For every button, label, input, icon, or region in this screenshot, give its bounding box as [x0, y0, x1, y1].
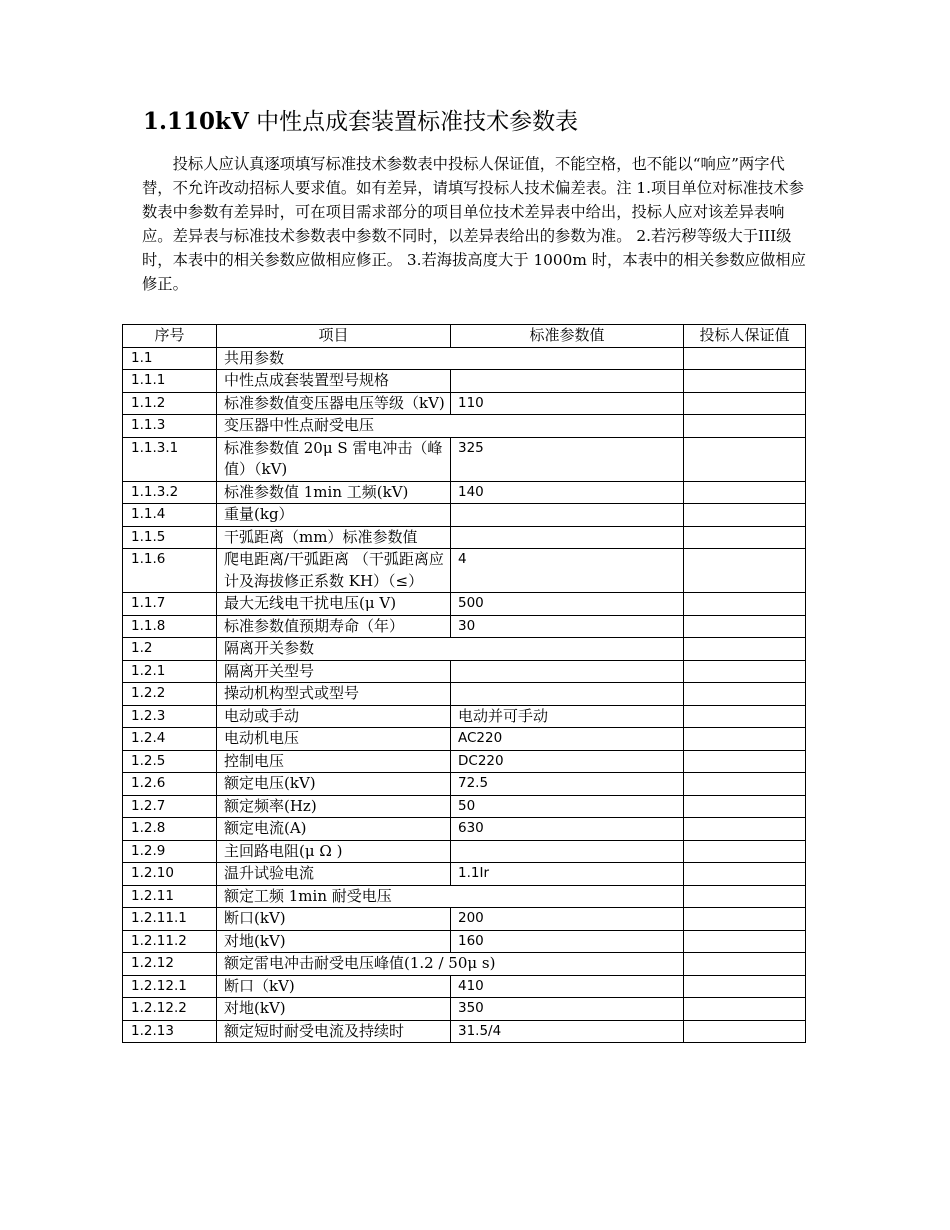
row-standard-value [451, 370, 684, 393]
header-no: 序号 [123, 325, 217, 348]
row-item: 隔离开关参数 [217, 638, 684, 661]
row-number: 1.2.13 [123, 1020, 217, 1043]
row-item: 对地(kV) [217, 998, 451, 1021]
row-bidder-value [684, 615, 806, 638]
row-number: 1.1.6 [123, 549, 217, 593]
row-standard-value: 1.1Ir [451, 863, 684, 886]
table-row [123, 930, 806, 953]
row-item: 标准参数值 20μ S 雷电冲击（峰值）（kV) [217, 437, 451, 481]
row-standard-value: 电动并可手动 [451, 705, 684, 728]
header-item: 项目 [217, 325, 451, 348]
table-row [123, 481, 806, 504]
row-standard-value [451, 683, 684, 706]
row-number: 1.2.6 [123, 773, 217, 796]
table-row [123, 504, 806, 527]
row-bidder-value [684, 750, 806, 773]
row-bidder-value [684, 930, 806, 953]
row-bidder-value [684, 392, 806, 415]
row-item: 额定频率(Hz) [217, 795, 451, 818]
table-row [123, 750, 806, 773]
row-bidder-value [684, 728, 806, 751]
row-standard-value: 140 [451, 481, 684, 504]
row-bidder-value [684, 370, 806, 393]
row-standard-value [451, 526, 684, 549]
table-row [123, 818, 806, 841]
row-item: 隔离开关型号 [217, 660, 451, 683]
table-row [123, 526, 806, 549]
table-header-row [123, 325, 806, 348]
row-item: 标准参数值 1min 工频(kV) [217, 481, 451, 504]
row-standard-value: 110 [451, 392, 684, 415]
row-number: 1.1.8 [123, 615, 217, 638]
row-bidder-value [684, 953, 806, 976]
row-bidder-value [684, 795, 806, 818]
table-row [123, 347, 806, 370]
row-item: 控制电压 [217, 750, 451, 773]
row-item: 最大无线电干扰电压(μ V) [217, 593, 451, 616]
table-row [123, 975, 806, 998]
row-number: 1.2.7 [123, 795, 217, 818]
header-bidder-value: 投标人保证值 [684, 325, 806, 348]
row-standard-value [451, 660, 684, 683]
row-number: 1.2.9 [123, 840, 217, 863]
table-row [123, 773, 806, 796]
table-row [123, 660, 806, 683]
row-item: 电动机电压 [217, 728, 451, 751]
spec-table [122, 324, 806, 1043]
table-row [123, 885, 806, 908]
row-bidder-value [684, 347, 806, 370]
row-bidder-value [684, 683, 806, 706]
row-item: 额定短时耐受电流及持续时 [217, 1020, 451, 1043]
row-standard-value: 410 [451, 975, 684, 998]
row-bidder-value [684, 1020, 806, 1043]
table-row [123, 370, 806, 393]
table-row [123, 549, 806, 593]
row-standard-value: 160 [451, 930, 684, 953]
row-item: 额定工频 1min 耐受电压 [217, 885, 684, 908]
row-item: 主回路电阻(μ Ω ) [217, 840, 451, 863]
table-body [123, 347, 806, 1043]
table-row [123, 392, 806, 415]
row-item: 标准参数值变压器电压等级（kV) [217, 392, 451, 415]
row-item: 变压器中性点耐受电压 [217, 415, 684, 438]
intro-paragraph: 投标人应认真逐项填写标准技术参数表中投标人保证值，不能空格，也不能以“响应”两字代替，不允许改动招标人要求值。如有差异，请填写投标人技术偏差表。注 1.项目单位对标准技术参数表中参数有差异时，可在项目需求部分的项目单位技术差异表中给出，投标人应对该差异表响应。差异表与标准技术参数表中参数不同时，以差异表给出的参数为准。 2.若污秽等级大于III级时，本表中的相关参数应做相应修正。 3.若海拔高度大于 1000m 时，本表中的相关参数应做相应修正。 [142, 155, 806, 294]
row-item: 操动机构型式或型号 [217, 683, 451, 706]
row-standard-value: DC220 [451, 750, 684, 773]
row-number: 1.2.11.2 [123, 930, 217, 953]
row-number: 1.2.12 [123, 953, 217, 976]
row-bidder-value [684, 863, 806, 886]
row-number: 1.2.2 [123, 683, 217, 706]
row-standard-value: 325 [451, 437, 684, 481]
row-standard-value: 350 [451, 998, 684, 1021]
row-item: 断口（kV) [217, 975, 451, 998]
row-bidder-value [684, 481, 806, 504]
row-number: 1.2.4 [123, 728, 217, 751]
row-number: 1.1.5 [123, 526, 217, 549]
title-number: 1.110kV [143, 108, 249, 135]
row-number: 1.1.3 [123, 415, 217, 438]
table-row [123, 795, 806, 818]
table-row [123, 908, 806, 931]
row-standard-value [451, 504, 684, 527]
row-item: 额定雷电冲击耐受电压峰值(1.2 / 50μ s) [217, 953, 684, 976]
row-bidder-value [684, 638, 806, 661]
row-bidder-value [684, 998, 806, 1021]
row-item: 爬电距离/干弧距离 （干弧距离应计及海拔修正系数 KH）（≤） [217, 549, 451, 593]
row-bidder-value [684, 840, 806, 863]
row-bidder-value [684, 526, 806, 549]
row-standard-value: 630 [451, 818, 684, 841]
row-item: 标准参数值预期寿命（年） [217, 615, 451, 638]
table-row [123, 593, 806, 616]
row-standard-value: 72.5 [451, 773, 684, 796]
row-item: 共用参数 [217, 347, 684, 370]
row-number: 1.1.2 [123, 392, 217, 415]
row-number: 1.1.3.1 [123, 437, 217, 481]
row-bidder-value [684, 908, 806, 931]
row-bidder-value [684, 975, 806, 998]
table-row [123, 953, 806, 976]
row-bidder-value [684, 773, 806, 796]
row-standard-value: 4 [451, 549, 684, 593]
row-item: 电动或手动 [217, 705, 451, 728]
row-bidder-value [684, 818, 806, 841]
row-standard-value [451, 840, 684, 863]
row-standard-value: 30 [451, 615, 684, 638]
row-bidder-value [684, 660, 806, 683]
row-item: 断口(kV) [217, 908, 451, 931]
row-number: 1.2.12.1 [123, 975, 217, 998]
table-row [123, 615, 806, 638]
row-number: 1.1 [123, 347, 217, 370]
table-row [123, 863, 806, 886]
row-item: 额定电流(A) [217, 818, 451, 841]
table-row [123, 1020, 806, 1043]
row-item: 中性点成套装置型号规格 [217, 370, 451, 393]
row-item: 重量(kg） [217, 504, 451, 527]
row-number: 1.2.5 [123, 750, 217, 773]
table-row [123, 840, 806, 863]
row-number: 1.2 [123, 638, 217, 661]
table-row [123, 415, 806, 438]
row-number: 1.2.3 [123, 705, 217, 728]
row-number: 1.2.11 [123, 885, 217, 908]
page-title [143, 106, 578, 138]
row-bidder-value [684, 415, 806, 438]
table-row [123, 683, 806, 706]
row-number: 1.2.8 [123, 818, 217, 841]
table-row [123, 728, 806, 751]
row-number: 1.1.4 [123, 504, 217, 527]
row-number: 1.2.10 [123, 863, 217, 886]
row-item: 对地(kV) [217, 930, 451, 953]
row-standard-value: 31.5/4 [451, 1020, 684, 1043]
row-number: 1.1.7 [123, 593, 217, 616]
row-number: 1.1.1 [123, 370, 217, 393]
row-number: 1.1.3.2 [123, 481, 217, 504]
row-standard-value: 50 [451, 795, 684, 818]
row-bidder-value [684, 705, 806, 728]
row-bidder-value [684, 437, 806, 481]
row-number: 1.2.11.1 [123, 908, 217, 931]
row-standard-value: 500 [451, 593, 684, 616]
row-bidder-value [684, 885, 806, 908]
row-standard-value: 200 [451, 908, 684, 931]
row-number: 1.2.12.2 [123, 998, 217, 1021]
row-bidder-value [684, 504, 806, 527]
title-text: 中性点成套装置标准技术参数表 [248, 109, 579, 135]
table-row [123, 998, 806, 1021]
row-item: 干弧距离（mm）标准参数值 [217, 526, 451, 549]
header-standard-value: 标准参数值 [451, 325, 684, 348]
row-bidder-value [684, 593, 806, 616]
row-standard-value: AC220 [451, 728, 684, 751]
row-bidder-value [684, 549, 806, 593]
table-row [123, 437, 806, 481]
table-row [123, 638, 806, 661]
table-row [123, 705, 806, 728]
row-number: 1.2.1 [123, 660, 217, 683]
row-item: 额定电压(kV) [217, 773, 451, 796]
row-item: 温升试验电流 [217, 863, 451, 886]
